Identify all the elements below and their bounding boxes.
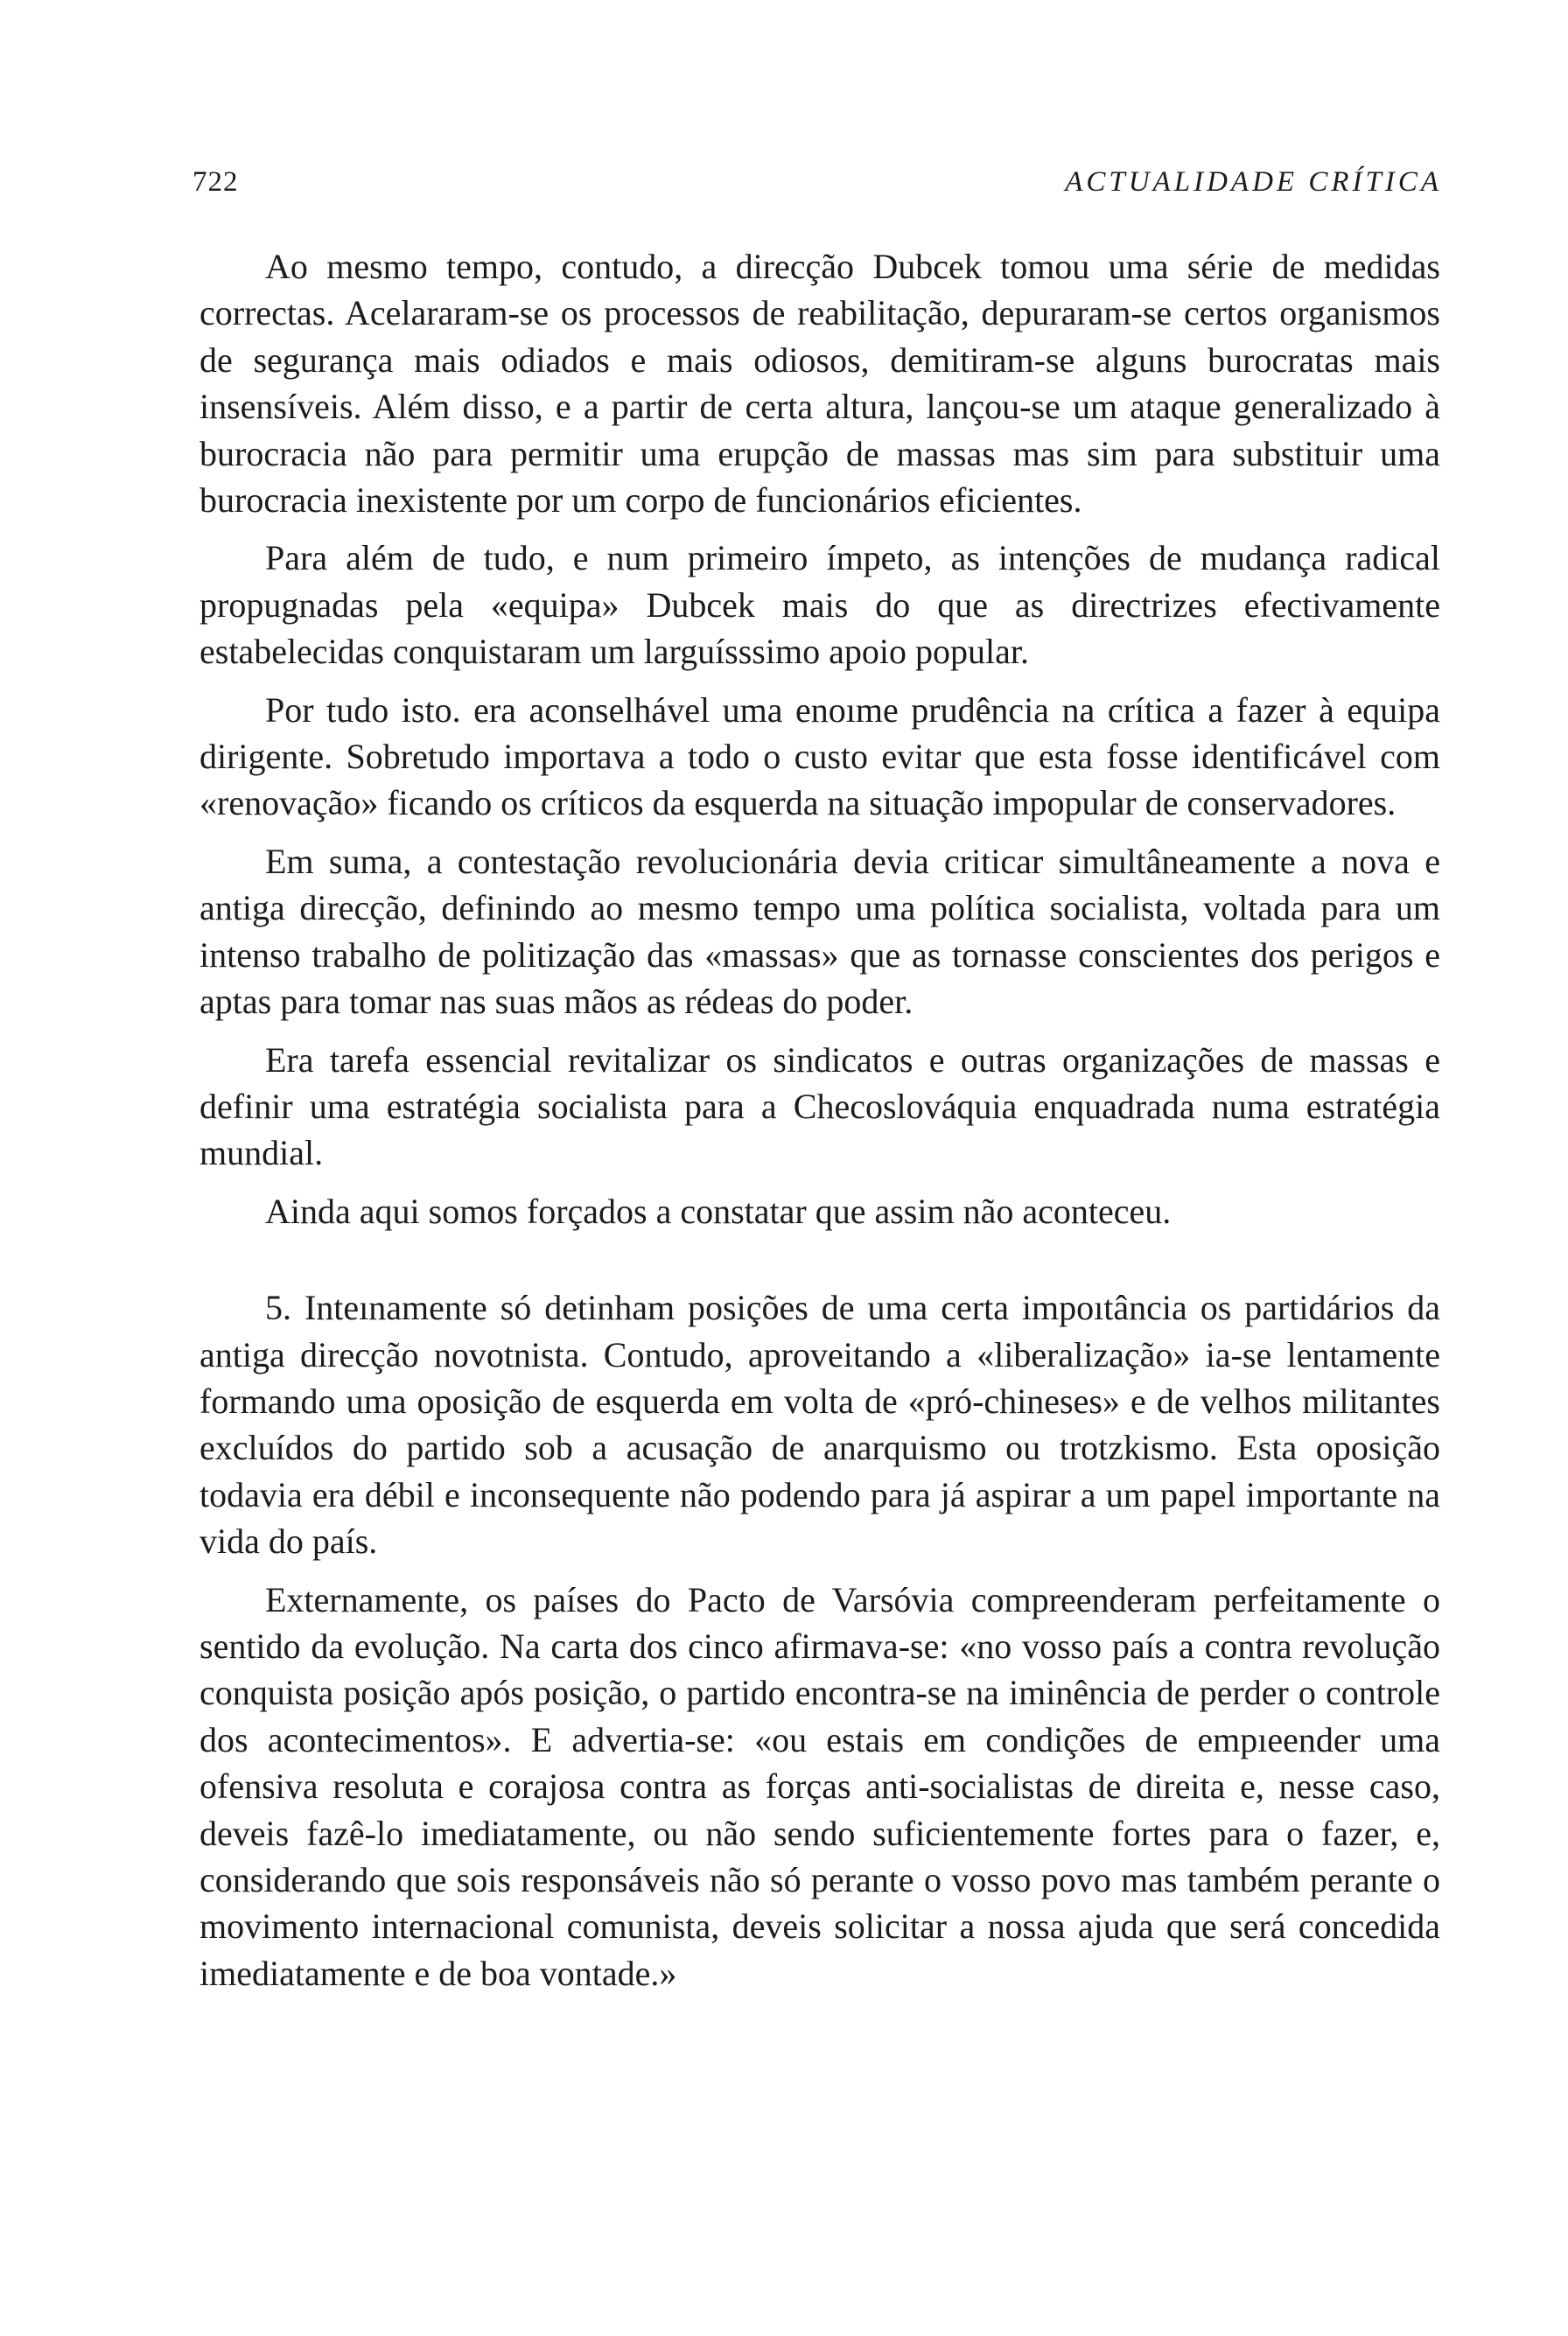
paragraph: Ainda aqui somos forçados a constatar que assim não aconteceu. [265,1191,1172,1231]
section-5-paragraph: 5. Inteınamente só detinham posições de uma certa impoıtância os partidários da antiga direcção novotnista. Contudo, aproveitando a «liberalização» ia-se lentamente formando uma oposição de esquerda em volta de «pró-chineses» e de velhos militantes excluídos do partido sob a acusação de anarquismo ou trotzkismo. Esta oposição todavia era débil e inconsequente não podendo para já aspirar a um papel importante na vida do país. [200,1288,1440,1562]
running-head: ACTUALIDADE CRÍTICA [1065,166,1442,198]
paragraph: Em suma, a contestação revolucionária devia criticar simultâneamente a nova e antiga direcção, definindo ao mesmo tempo uma política socialista, voltada para um intenso trabalho de politização das «massas» que as tornasse conscientes dos perigos e aptas para tomar nas suas mãos as rédeas do poder. [200,841,1440,1022]
page-number: 722 [192,166,239,198]
body-text [200,243,1440,2008]
paragraph: Para além de tudo, e num primeiro ímpeto, as intenções de mudança radical propugnadas pela «equipa» Dubcek mais do que as directrizes efectivamente estabelecidas conquistaram um larguísssimo apoio popular. [200,538,1440,672]
paragraph: Por tudo isto. era aconselhável uma enoıme prudência na crítica a fazer à equipa dirigente. Sobretudo importava a todo o custo evitar que esta fosse identificável com «renovação» ficando os críticos da esquerda na situação impopular de conservadores. [200,689,1440,823]
section-spacer [200,1246,1440,1284]
paragraph: Externamente, os países do Pacto de Varsóvia compreenderam perfeitamente o sentido da evolução. Na carta dos cinco afirmava-se: «no vosso país a contra revolução conquista posição após posição, o partido encontra-se na iminência de perder o controle dos acontecimentos». E advertia-se: «ou estais em condições de empıeender uma ofensiva resoluta e corajosa contra as forças anti-socialistas de direita e, nesse caso, deveis fazê-lo imediatamente, ou não sendo suficientemente fortes para o fazer, e, considerando que sois responsáveis não só perante o vosso povo mas também perante o movimento internacional comunista, deveis solicitar a nossa ajuda que será concedida imediatamente e de boa vontade.» [200,1579,1440,1993]
paragraph: Era tarefa essencial revitalizar os sindicatos e outras organizações de massas e definir uma estratégia socialista para a Checoslováquia enquadrada numa estratégia mundial. [200,1039,1440,1173]
page-header [192,166,1442,210]
paragraph: Ao mesmo tempo, contudo, a direcção Dubcek tomou uma série de medidas correctas. Acelararam-se os processos de reabilitação, depuraram-se certos organismos de segurança mais odiados e mais odiosos, demitiram-se alguns burocratas mais insensíveis. Além disso, e a partir de certa altura, lançou-se um ataque generalizado à burocracia não para permitir uma erupção de massas mas sim para substituir uma burocracia inexistente por um corpo de funcionários eficientes. [200,247,1440,521]
